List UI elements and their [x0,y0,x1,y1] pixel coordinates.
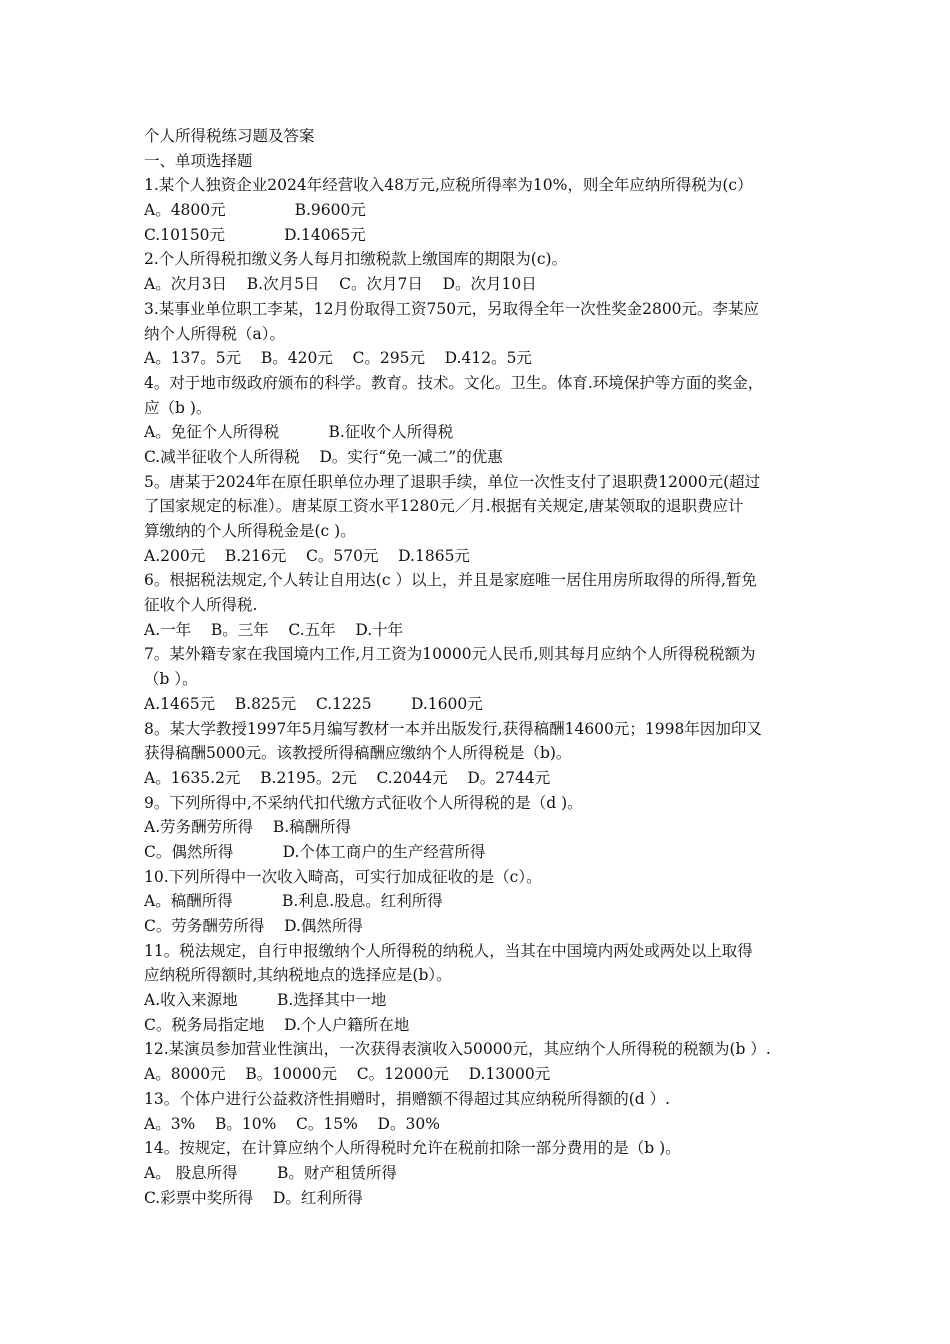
text-line: 算缴纳的个人所得税金是(c )。 [144,522,356,540]
text-line: C.彩票中奖所得 D。红利所得 [144,1188,363,1207]
text-line: 7。某外籍专家在我国境内工作,月工资为10000元人民币,则其每月应纳个人所得税税额为 [144,645,756,664]
text-line: 获得稿酬5000元。该教授所得稿酬应缴纳个人所得税是（b)。 [144,744,572,763]
text-line: 3.某事业单位职工李某，12月份取得工资750元，另取得全年一次性奖金2800元。李某应 [144,299,760,318]
question-list [144,173,824,1210]
text-line: 征收个人所得税. [144,596,258,615]
text-line: 1.某个人独资企业2024年经营收入48万元,应税所得率为10%，则全年应纳所得税为(c） [144,176,753,195]
text-line: 4。对于地市级政府颁布的科学。教育。技术。文化。卫生。体育.环境保护等方面的奖金， [144,373,764,392]
document-title: 个人所得税练习题及答案 [144,127,315,145]
section-heading: 一、单项选择题 [144,151,253,170]
text-line: C。劳务酬劳所得 D.偶然所得 [144,917,363,935]
text-line: 13。个体户进行公益救济性捐赠时，捐赠额不得超过其应纳税所得额的(d ）. [144,1089,671,1108]
text-line: 12.某演员参加营业性演出，一次获得表演收入50000元，其应纳个人所得税的税额为(b ）. [144,1040,771,1059]
text-line: A。1635.2元 B.2195。2元 C.2044元 D。2744元 [144,768,551,787]
text-line: 应纳税所得额时,其纳税地点的选择应是(b）。 [144,966,452,985]
text-line: A。8000元 B。10000元 C。12000元 D.13000元 [144,1065,551,1084]
text-line: A。 股息所得 B。财产租赁所得 [144,1163,397,1182]
text-line: 2.个人所得税扣缴义务人每月扣缴税款上缴国库的期限为(c)。 [144,250,568,269]
text-line: 应（b )。 [144,398,212,417]
text-line: A。3% B。10% C。15% D。30% [144,1114,440,1133]
text-line: C.减半征收个人所得税 D。实行“免一减二”的优惠 [144,447,503,466]
text-line: A.1465元 B.825元 C.1225 D.1600元 [144,694,483,713]
text-line: A.收入来源地 B.选择其中一地 [144,991,387,1010]
text-line: 8。某大学教授1997年5月编写教材一本并出版发行,获得稿酬14600元；1998年因加印又 [144,719,762,738]
text-line: A。免征个人所得税 B.征收个人所得税 [144,423,454,442]
text-line: A.200元 B.216元 C。570元 D.1865元 [144,546,470,565]
text-line: A。4800元 B.9600元 [144,201,366,220]
text-line: A。稿酬所得 B.利息.股息。红利所得 [144,892,443,911]
text-line: （b ）。 [144,670,198,689]
text-line: A。137。5元 B。420元 C。295元 D.412。5元 [144,349,532,368]
text-line: A。次月3日 B.次月5日 C。次月7日 D。次月10日 [144,275,537,294]
text-line: 了国家规定的标准）。唐某原工资水平1280元／月.根据有关规定,唐某领取的退职费应计 [144,497,744,516]
text-line: 10.下列所得中一次收入畸高，可实行加成征收的是（c）。 [144,867,542,886]
text-line: 5。唐某于2024年在原任职单位办理了退职手续，单位一次性支付了退职费12000元(超过 [144,472,761,491]
text-line: 9。下列所得中,不采纳代扣代缴方式征收个人所得税的是（d )。 [144,793,583,812]
text-line: C。偶然所得 D.个体工商户的生产经营所得 [144,842,486,861]
text-line: A.劳务酬劳所得 B.稿酬所得 [144,818,352,837]
text-line: 6。根据税法规定,个人转让自用达(c ）以上，并且是家庭唯一居住用房所取得的所得,暂免 [144,571,757,590]
text-line: C。税务局指定地 D.个人户籍所在地 [144,1015,410,1034]
text-line: 11。税法规定，自行申报缴纳个人所得税的纳税人，当其在中国境内两处或两处以上取得 [144,941,753,960]
text-line: C.10150元 D.14065元 [144,225,366,244]
text-line: A.一年 B。三年 C.五年 D.十年 [144,620,404,639]
text-line: 14。按规定，在计算应纳个人所得税时允许在税前扣除一部分费用的是（b )。 [144,1139,681,1158]
text-line: 纳个人所得税（a）。 [144,324,285,343]
document-page [144,124,824,1210]
